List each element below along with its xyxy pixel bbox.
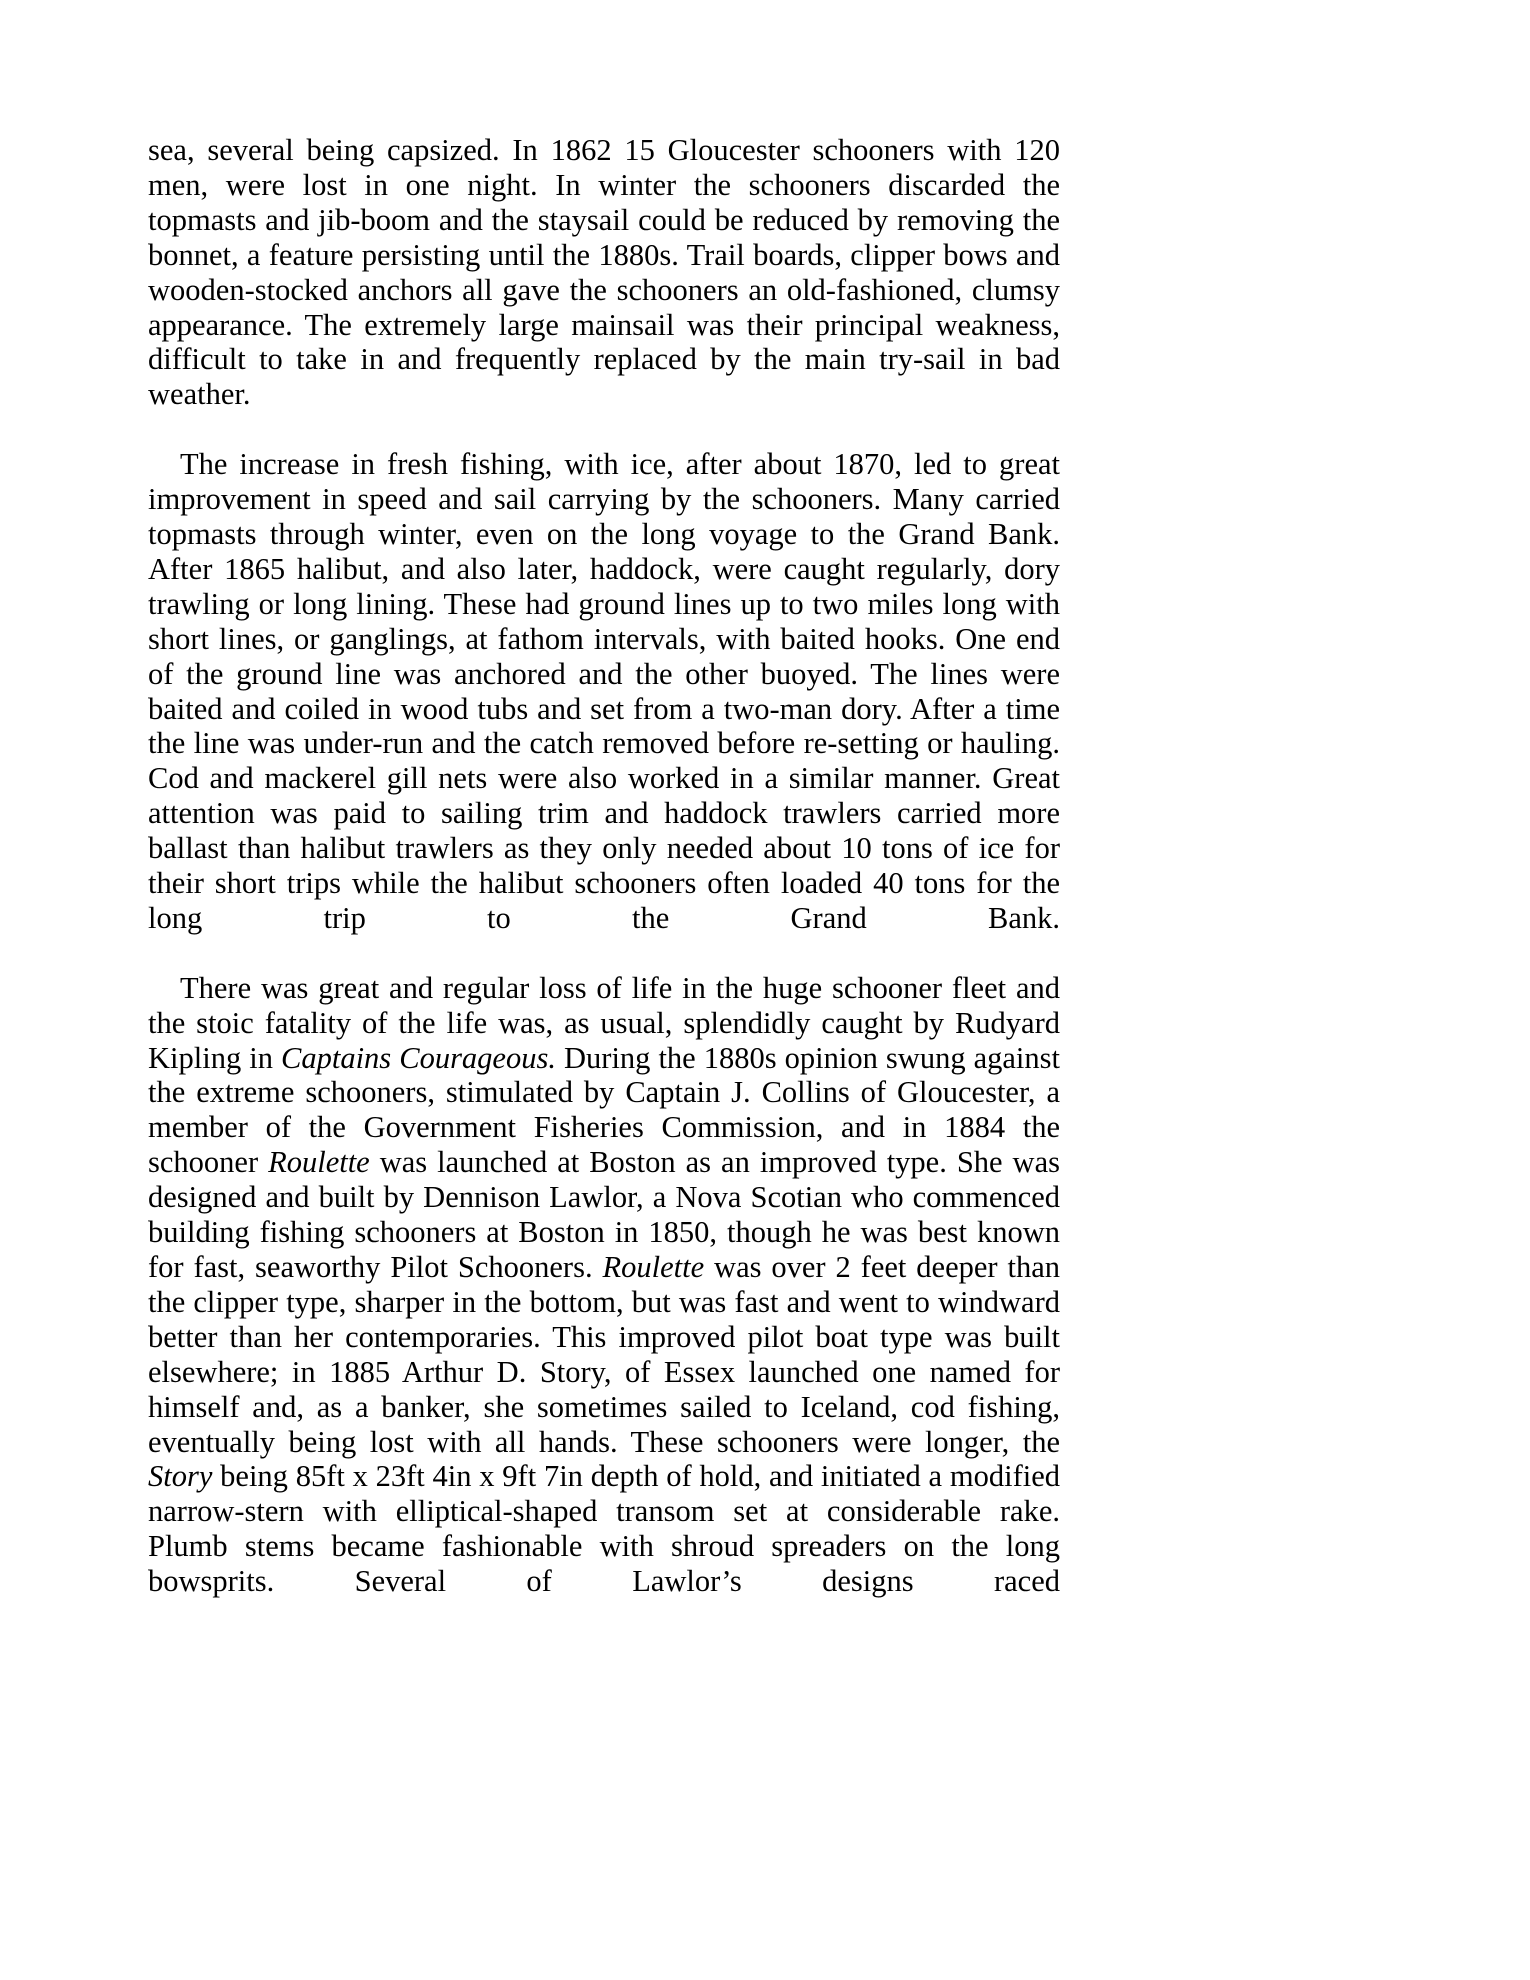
text-run: There was great and regular loss of life in the huge schooner fleet and the stoic fatality of the life was, as usual, splendidly caught by Rudyard Kipling in [148,970,1060,1075]
paragraph-loss-of-life [148,971,1060,1634]
paragraph-schooner-losses [148,133,1060,447]
italic-title-run: Roulette [602,1250,705,1284]
italic-title-run: Roulette [268,1145,370,1180]
text-column [148,133,1060,1634]
text-run: sea, several being capsized. In 1862 15 Gloucester schooners with 120 men, were lost in one night. In winter the schooners discarded the topmasts and jib-boom and the staysail could be reduced by removing the bonnet, a feature persisting until the 1880s. Trail boards, clipper bows and wooden-stocked anchors all gave the schooners an old-fashioned, clumsy appearance. The extremely large mainsail was their principal weakness, difficult to take in and frequently replaced by the main try-sail in bad weather. [148,133,1060,412]
text-run: The increase in fresh fishing, with ice, after about 1870, led to great improvement in speed and sail carrying by the schooners. Many carried topmasts through winter, even on the long voyage to the Grand Bank. After 1865 halibut, and also later, haddock, were caught regularly, dory trawling or long lining. These had ground lines up to two miles long with short lines, or ganglings, at fathom intervals, with baited hooks. One end of the ground line was anchored and the other buoyed. The lines were baited and coiled in wood tubs and set from a two-man dory. After a time the line was under-run and the catch removed before re-setting or hauling. Cod and mackerel gill nets were also worked in a similar manner. Great attention was paid to sailing trim and haddock trawlers carried more ballast than halibut trawlers as they only needed about 10 tons of ice for their short trips while the halibut schooners often loaded 40 tons for the long trip to the Grand Bank. [148,447,1060,935]
text-run: During the 1880s opinion swung against the extreme schooners, stimulated by Captain J. Collins of Gloucester, a member of the Government Fisheries Commission, and in 1884 the schooner [148,1040,1061,1180]
text-run: was over 2 feet deeper than the clipper type, sharper in the bottom, but was fast and went to windward better than her contemporaries. This improved pilot boat type was built elsewhere; in 1885 Arthur D. Story, of Essex launched one named for himself and, as a banker, she sometimes sailed to Iceland, cod fishing, eventually being lost with all hands. These schooners were longer, the [148,1250,1060,1459]
paragraph-fresh-fishing [148,447,1060,971]
italic-title-run: Captains Courageous. [281,1040,556,1075]
italic-title-run: Story [148,1459,213,1494]
text-run: being 85ft x 23ft 4in x 9ft 7in depth of hold, and initiated a modified narrow-stern with elliptical-shaped transom set at considerable rake. Plumb stems became fashionable with shroud spreaders on the long bowsprits. Several of Lawlor’s designs raced [148,1459,1060,1599]
text-run: was launched at Boston as an improved type. She was designed and built by Dennison Lawlor, a Nova Scotian who commenced building fishing schooners at Boston in 1850, though he was best known for fast, seaworthy Pilot Schooners. [148,1145,1060,1284]
